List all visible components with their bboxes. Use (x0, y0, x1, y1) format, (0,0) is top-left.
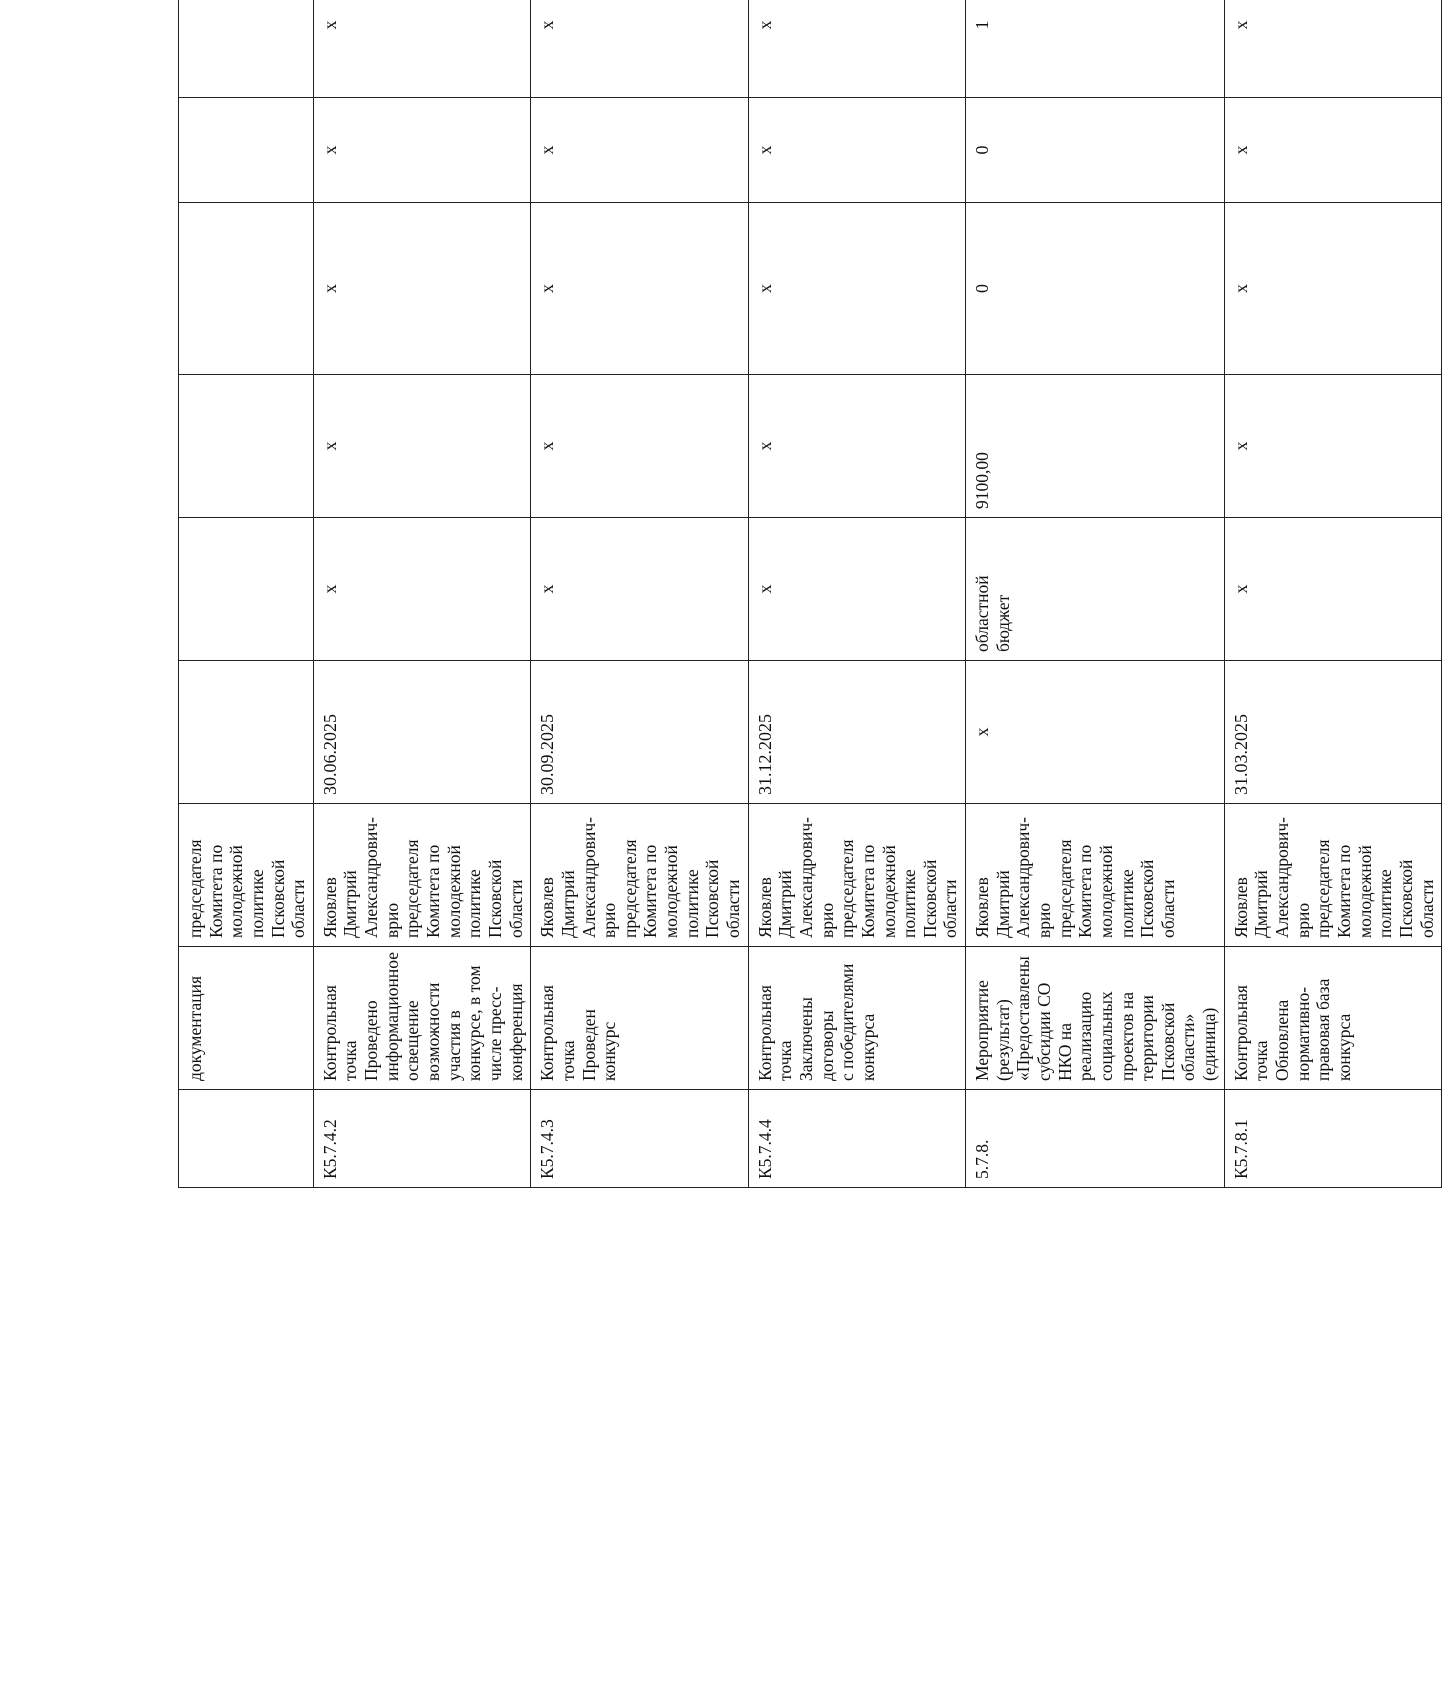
row-date: 30.09.2025 (537, 714, 558, 795)
row-responsible: Яковлев Дмитрий Александрович-врио председателя Комитета по молодежной политике Псковской области (1230, 817, 1437, 938)
code-cell (313, 1090, 530, 1188)
row-code: 5.7.8. (972, 1139, 993, 1179)
row-code: К5.7.4.2 (319, 1119, 340, 1179)
responsible-cell (966, 804, 1225, 947)
source-cell (531, 518, 748, 661)
value-cell (313, 98, 530, 203)
table-row (179, 0, 314, 1188)
source-cell (313, 518, 530, 661)
row-name: Мероприятие (результат) «Предоставлены субсидии СО НКО на реализацию социальных проектов на территории Псковской области» (единица) (972, 956, 1220, 1081)
row-name: Контрольная точка Обновлена нормативно-правовая база конкурса (1230, 978, 1354, 1081)
row-value-3: x (754, 20, 775, 30)
row-responsible: Яковлев Дмитрий Александрович-врио председателя Комитета по молодежной политике Псковской области (972, 817, 1178, 938)
row-value-2: x (537, 145, 558, 155)
amount-cell (313, 375, 530, 518)
value-cell (531, 203, 748, 375)
row-value-1: x (319, 284, 340, 293)
row-code: К5.7.8.1 (1230, 1119, 1251, 1179)
source-cell (966, 518, 1225, 661)
responsible-cell (1224, 804, 1441, 947)
row-value-3: x (537, 20, 558, 30)
row-value-1: x (754, 284, 775, 293)
row-amount: 9100,00 (972, 452, 993, 509)
item-text: документация (185, 975, 205, 1081)
row-source: x (754, 584, 775, 594)
row-responsible: Яковлев Дмитрий Александрович-врио председателя Комитета по молодежной политике Псковской области (319, 817, 526, 938)
name-cell (313, 947, 530, 1090)
source-cell (1224, 518, 1441, 661)
row-value-3: 1 (972, 20, 993, 30)
row-amount: x (319, 441, 340, 451)
row-value-2: x (754, 145, 775, 155)
row-value-1: x (1230, 284, 1251, 293)
row-value-1: 0 (972, 284, 993, 293)
row-date: 31.03.2025 (1230, 714, 1251, 795)
code-cell (531, 1090, 748, 1188)
amount-cell (966, 375, 1225, 518)
row-amount: x (754, 441, 775, 451)
amount-cell (1224, 375, 1441, 518)
name-cell (748, 947, 965, 1090)
responsible-cell (531, 804, 748, 947)
row-value-2: x (319, 145, 340, 155)
date-cell (1224, 661, 1441, 804)
value-cell (179, 98, 314, 203)
code-cell (748, 1090, 965, 1188)
value-cell (313, 0, 530, 98)
code-cell (1224, 1090, 1441, 1188)
value-cell (748, 98, 965, 203)
value-cell (1224, 0, 1441, 98)
amount-cell (748, 375, 965, 518)
row-name: Контрольная точка Проведен конкурс (537, 985, 620, 1081)
date-cell (179, 661, 314, 804)
amount-cell (179, 375, 314, 518)
code-cell (966, 1090, 1225, 1188)
value-cell (748, 0, 965, 98)
value-cell (313, 203, 530, 375)
value-cell (966, 98, 1225, 203)
row-source: x (319, 584, 340, 594)
table-row (313, 0, 530, 1188)
name-cell (966, 947, 1225, 1090)
name-cell (531, 947, 748, 1090)
table-row (531, 0, 748, 1188)
value-cell (966, 0, 1225, 98)
value-cell (966, 203, 1225, 375)
row-value-2: 0 (972, 145, 993, 155)
source-cell (179, 518, 314, 661)
responsible-text: председателя Комитета по молодежной политике Псковской области (185, 839, 309, 938)
value-cell (531, 98, 748, 203)
value-cell (179, 0, 314, 98)
row-responsible: Яковлев Дмитрий Александрович-врио председателя Комитета по молодежной политике Псковской области (754, 817, 961, 938)
row-value-1: x (537, 284, 558, 293)
row-source: x (1230, 584, 1251, 594)
row-source: x (537, 584, 558, 594)
name-cell (1224, 947, 1441, 1090)
row-date: x (972, 727, 993, 737)
row-date: 30.06.2025 (319, 714, 340, 795)
responsible-cell (179, 804, 314, 947)
date-cell (966, 661, 1225, 804)
row-code: К5.7.4.4 (754, 1119, 775, 1179)
plan-table (178, 0, 1442, 1188)
code-cell (179, 1090, 314, 1188)
responsible-cell (748, 804, 965, 947)
row-name: Контрольная точка Проведено информационное освещение возможности участия в конкурсе, в том числе пресс-конференция (319, 952, 526, 1081)
value-cell (748, 203, 965, 375)
date-cell (313, 661, 530, 804)
value-cell (1224, 203, 1441, 375)
table-row (1224, 0, 1441, 1188)
row-code: К5.7.4.3 (537, 1119, 558, 1179)
responsible-cell (313, 804, 530, 947)
amount-cell (531, 375, 748, 518)
row-responsible: Яковлев Дмитрий Александрович-врио председателя Комитета по молодежной политике Псковской области (537, 817, 744, 938)
name-cell (179, 947, 314, 1090)
source-cell (748, 518, 965, 661)
value-cell (179, 203, 314, 375)
table-row (966, 0, 1225, 1188)
row-value-2: x (1230, 145, 1251, 155)
table-row (748, 0, 965, 1188)
date-cell (531, 661, 748, 804)
row-value-3: x (1230, 20, 1251, 30)
row-name: Контрольная точка Заключены договоры с победителями конкурса (754, 963, 878, 1081)
row-source: областной бюджет (972, 575, 1013, 652)
date-cell (748, 661, 965, 804)
row-date: 31.12.2025 (754, 714, 775, 795)
rotated-table-wrapper (178, 20, 1437, 1188)
row-value-3: x (319, 20, 340, 30)
value-cell (531, 0, 748, 98)
row-amount: x (1230, 441, 1251, 451)
value-cell (1224, 98, 1441, 203)
row-amount: x (537, 441, 558, 451)
